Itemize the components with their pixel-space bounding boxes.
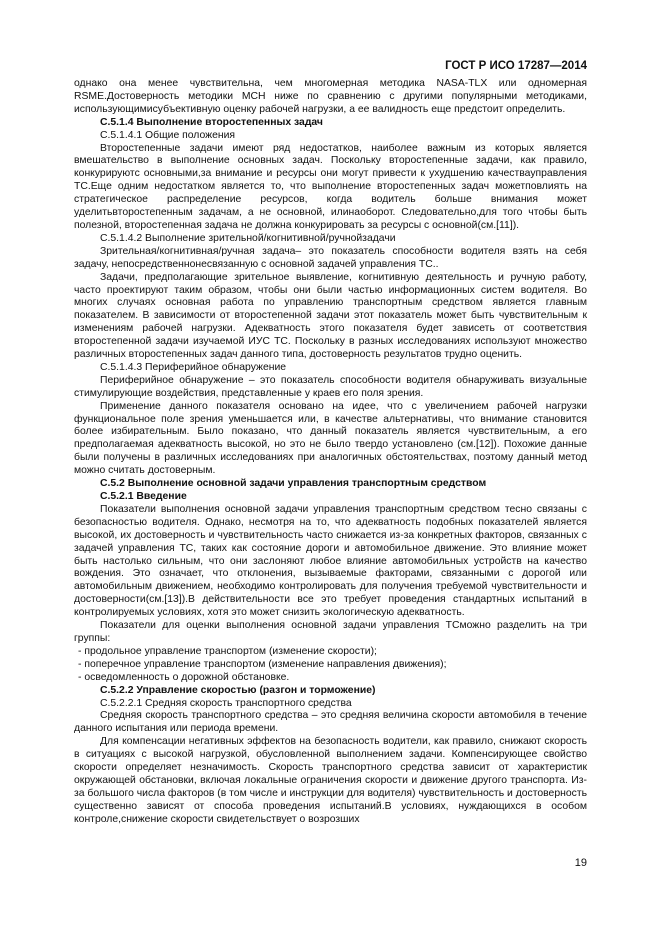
paragraph: Показатели выполнения основной задачи управления транспортным средством тесно связаны с безопасностью водителя. Однако, несмотря на то, что адекватность подобных показателей является высокой, их достоверность и чувствительность часто снижается из-за конкретных факторов, связанных с задачей управления ТС, таких как состояние дороги и автомобильное движение. Это влияние может быть настолько сильным, что они заслоняют любое влияние автомобильных устройств на качество вождения. Это означает, что отклонения, вызываемые факторами, связанными с дорогой или автомобильным движением, необходимо контролировать для получения требуемой чувствительности и достоверности(см.[13]).В действительности все это требует проведения стандартных испытаний в контролируемых условиях, хотя это может снизить экологическую адекватность. [74,503,587,619]
section-heading: С.5.2.1 Введение [100,491,187,502]
subsection-heading: С.5.1.4.2 Выполнение зрительной/когнитивной/ручнойзадачи [100,232,396,244]
paragraph: однако она менее чувствительна, чем многомерная методика NASA-TLX или одномерная RSME.Достоверность методики МСН ниже по сравнению с другими популярными методиками, использующимисубъективную оценку рабочей нагрузки, а ее валидность еще предстоит определить. [74,78,587,115]
paragraph: Средняя скорость транспортного средства – это средняя величина скорости автомобиля в течение данного испытания или периода времени. [74,710,587,735]
subsection-heading: С.5.2.2.1 Средняя скорость транспортного средства [100,697,352,709]
list-item: - поперечное управление транспортом (изменение направления движения); [78,658,447,670]
paragraph: Зрительная/когнитивная/ручная задача– это показатель способности водителя взять на себя задачу, непосредственнонесвязанную с основной задачей управления ТС.. [74,245,587,270]
section-heading: С.5.2.2 Управление скоростью (разгон и торможение) [100,684,376,696]
list-item: - осведомленность о дорожной обстановке. [78,671,290,683]
list-item: - продольное управление транспортом (изменение скорости); [78,645,377,657]
paragraph: Показатели для оценки выполнения основной задачи управления ТСможно разделить на три группы: [74,620,587,644]
subsection-heading: С.5.1.4.1 Общие положения [100,129,236,141]
paragraph: Периферийное обнаружение – это показатель способности водителя обнаруживать визуальные стимулирующие воздействия, представленные у краев его поля зрения. [74,374,587,399]
body-text [74,78,587,827]
subsection-heading: С.5.1.4.3 Периферийное обнаружение [100,361,287,373]
paragraph: Для компенсации негативных эффектов на безопасность водители, как правило, снижают скорость в ситуациях с высокой нагрузкой, обусловленной выполнением задачи. Компенсирующее свойство скорости определяет незначимость. Скорость транспортного средства зависит от характеристик окружающей обстановки, включая локальные ограничения скорости и движение другого транспорта. Из-за большого числа факторов (в том числе и инструкции для водителя) чувствительность и достоверность существенно зависят от способа проведения испытаний.В условиях, нуждающихся в особом контроле,снижение скорости свидетельствует о возрозших [74,736,587,825]
page-number: 19 [574,857,587,869]
paragraph: Второстепенные задачи имеют ряд недостатков, наиболее важным из которых является вмешательство в выполнение основных задач. Поскольку второстепенные задачи, как правило, конкурируютс основными,за внимание и ресурсы они могут привести к ухудшению качествауправления ТС.Еще одним недостатком является то, что выполнение второстепенных задач можетповлиять на стратегическое распределение ресурсов, когда водитель больше внимания может уделитьвторостепенным задачам, а не основной, илинаоборот. Следовательно,для того чтобы быть полезной, второстепенная задача не должна конкурировать за ресурсы с основной(см.[11]). [74,142,587,231]
paragraph: Применение данного показателя основано на идее, что с увеличением рабочей нагрузки функциональное поле зрения уменьшается или, в качестве альтернативы, что внимание становится более избирательным. Было показано, что данный показатель является чувствительным, а его предполагаемая адекватность высокой, но это не было твердо установлено (см.[12]). Похожие данные были получены в различных исследованиях при аналогичных обстоятельствах, поэтому данный метод можно считать достоверным. [74,400,587,477]
standard-header: ГОСТ Р ИСО 17287—2014 [445,60,587,72]
paragraph: Задачи, предполагающие зрительное выявление, когнитивную деятельность и ручную работу, часто проектируют таким образом, чтобы они были частью информационных систем водителя. Во многих случаях основная работа по управлению транспортным средством является главным показателем. В зависимости от второстепенной задачи этот показатель может быть чувствительным к изменениям рабочей нагрузки. Адекватность этого показателя будет зависеть от соответствия второстепенной задачи изучаемой ИУС ТС. Поскольку в разных исследованиях используют множество различных второстепенных задач данного типа, достоверность результатов трудно оценить. [74,271,587,361]
section-heading: С.5.2 Выполнение основной задачи управления транспортным средством [100,478,487,490]
section-heading: С.5.1.4 Выполнение второстепенных задач [100,116,323,128]
